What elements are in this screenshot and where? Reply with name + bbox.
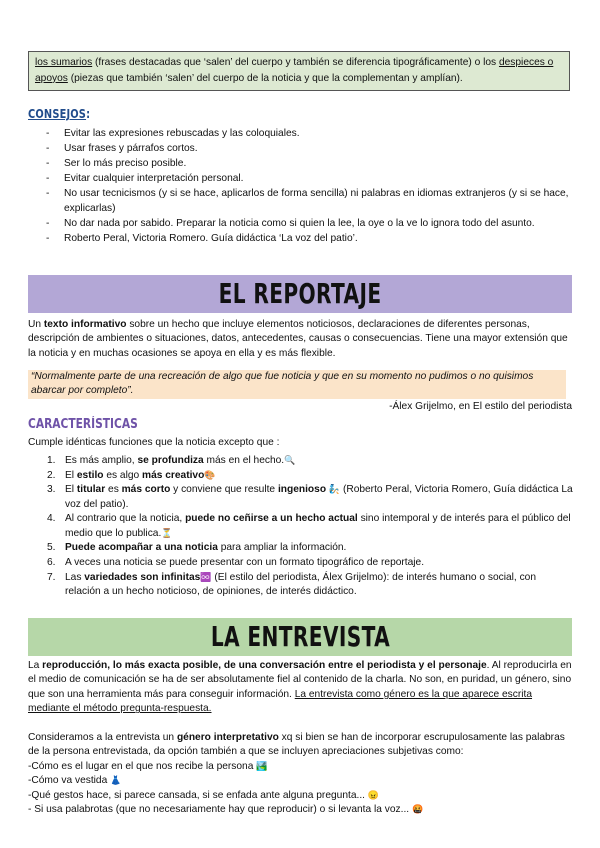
caracteristicas-intro: Cumple idénticas funciones que la noticia excepto que : [28, 437, 280, 448]
quote-author: -Álex Grijelmo, en El estilo del periodista [389, 401, 572, 412]
angry-face-icon: 😠 [367, 789, 380, 800]
item-text: El [65, 469, 77, 481]
item-bold: puede no ceñirse a un hecho actual [185, 513, 358, 525]
item-number: 7. [47, 571, 56, 583]
p1-underlined: La entrevista como género es la que aparece escrita mediante el método pregunta-respuesta. [28, 688, 533, 715]
item-number: 3. [47, 484, 56, 496]
list-item: - Evitar cualquier interpretación personal. [28, 172, 573, 187]
item-bold: más creativo [142, 469, 205, 481]
consejos-colon: : [86, 107, 91, 121]
p1-bold: reproducción, lo más exacta posible, de una conversación entre el periodista y el personaje [42, 660, 487, 671]
item-text: Las [65, 571, 85, 583]
intro-post: sobre un hecho que incluye elementos noticiosos, declaraciones de diferentes personas, descripción de ambientes o situaciones, datos, antecedentes, causas o consecuencias. Tiene una mayor extensión que la noticia y en muchas ocasiones se apoya en ella y es más flexible. [28, 319, 568, 359]
list-item: - Roberto Peral, Victoria Romero. Guía didáctica ‘La voz del patio’. [28, 232, 573, 247]
caracteristicas-list [28, 454, 574, 600]
reportaje-banner [28, 275, 572, 313]
item-text: sino intemporal y de interés para el público del medio que lo publica. [65, 513, 571, 539]
genie-icon: 🧞 [328, 484, 341, 495]
list-item: - No usar tecnicismos (y si se hace, aplicarlos de forma sencilla) ni palabras en idiomas extranjeros (y si se hace, explicarlas) [28, 187, 573, 216]
p2-text: Consideramos a la entrevista un [28, 732, 177, 743]
subjective-item: -Cómo va vestida [28, 775, 111, 787]
consejos-heading [28, 106, 90, 123]
subjective-item: -Cómo es el lugar en el que nos recibe la persona [28, 760, 257, 772]
list-item: - No dar nada por sabido. Preparar la noticia como si quien la lee, la oye o la ve lo ignora todo del asunto. [28, 217, 573, 232]
item-text: es algo [103, 469, 143, 481]
list-item [28, 571, 574, 600]
landscape-icon: 🏞️ [256, 760, 268, 771]
list-item: - Ser lo más preciso posible. [28, 157, 573, 172]
list-item [28, 469, 574, 484]
p2-text: xq si bien se han de incorporar escrupulosamente las palabras de la persona entrevistada, da opción también a que se incluyen apreciaciones subjetivas como: [28, 732, 565, 758]
item-number: 1. [47, 455, 56, 466]
list-item [28, 483, 574, 512]
reportaje-quote: “Normalmente parte de una recreación de algo que fue noticia y que en su momento no pudimos o no quisimos abarcar por completo”. [28, 370, 566, 399]
magnifier-icon: 🔍 [284, 455, 296, 465]
sumarios-box [28, 51, 570, 91]
entrevista-intro [28, 659, 574, 717]
item-bold: Puede acompañar a una noticia [65, 542, 218, 554]
p2-bold: género interpretativo [176, 732, 279, 743]
palette-icon: 🎨 [204, 469, 216, 480]
intro-bold: texto informativo [43, 319, 127, 330]
entrevista-banner [28, 618, 572, 656]
intro-pre: Un [28, 319, 44, 330]
reportaje-intro [28, 318, 574, 361]
item-text: Al contrario que la noticia, [65, 513, 186, 525]
infinity-icon: ♾️ [200, 571, 212, 582]
sumarios-term: los sumarios [35, 57, 93, 68]
p1-text: La [28, 660, 43, 671]
entrevista-title: LA ENTREVISTA [210, 620, 390, 654]
item-number: 2. [47, 469, 56, 481]
item-text: (El estilo del periodista, Álex Grijelmo): de interés humano o social, con relación a un hecho noticioso, de opiniones, de interés didáctico. [65, 571, 536, 598]
item-text: (Roberto Peral, Victoria Romero, Guía didáctica La voz del patio). [65, 484, 573, 510]
sumarios-text: (frases destacadas que ‘salen’ del cuerpo y también se diferencia tipográficamente) o los [92, 57, 499, 68]
cursing-face-icon: 🤬 [411, 804, 424, 815]
item-text: más en el hecho. [203, 455, 285, 466]
list-item [28, 454, 574, 469]
p1-text: . Al reproducirla en el medio de comunicación se ha de ser absolutamente fiel al contenido de la charla. No son, en puridad, un género, sino que son una herramienta más para conseguir información. [28, 660, 572, 700]
item-text: El [65, 484, 77, 496]
subjective-item: -Qué gestos hace, si parece cansada, si se enfada ante alguna pregunta... [28, 789, 368, 801]
item-bold: titular [76, 484, 106, 496]
item-bold: ingenioso [277, 484, 327, 496]
entrevista-body [28, 731, 574, 818]
item-bold: se profundiza [137, 455, 204, 466]
item-bold: más corto [121, 484, 171, 496]
consejos-list [28, 127, 573, 247]
list-item: - Usar frases y párrafos cortos. [28, 142, 573, 157]
item-number: 4. [47, 513, 56, 525]
item-text: para ampliar la información. [217, 542, 347, 554]
item-text: y conviene que resulte [170, 484, 278, 496]
item-text: A veces una noticia se puede presentar con un formato tipográfico de reportaje. [65, 557, 425, 569]
list-item [28, 556, 574, 571]
item-text: Es más amplio, [65, 455, 138, 466]
item-bold: variedades son infinitas [84, 571, 201, 583]
consejos-heading-text: CONSEJOS [28, 107, 87, 121]
dress-icon: 👗 [110, 775, 122, 786]
item-number: 5. [47, 542, 56, 554]
list-item [28, 512, 574, 541]
hourglass-icon: ⏳ [161, 527, 173, 538]
subjective-item: - Si usa palabrotas (que no necesariamente hay que reproducir) o si levanta la voz... [28, 804, 412, 816]
item-text: es [105, 484, 122, 496]
caracteristicas-heading: CARACTERÍSTICAS [28, 417, 138, 432]
list-item [28, 541, 574, 556]
despieces-term: despieces o apoyos [35, 57, 554, 84]
list-item: - Evitar las expresiones rebuscadas y las coloquiales. [28, 127, 573, 142]
despieces-text: (piezas que también ‘salen’ del cuerpo de la noticia y que la complementan y amplían). [67, 72, 463, 84]
item-number: 6. [47, 557, 56, 569]
reportaje-title: EL REPORTAJE [218, 277, 382, 311]
item-bold: estilo [76, 469, 104, 481]
